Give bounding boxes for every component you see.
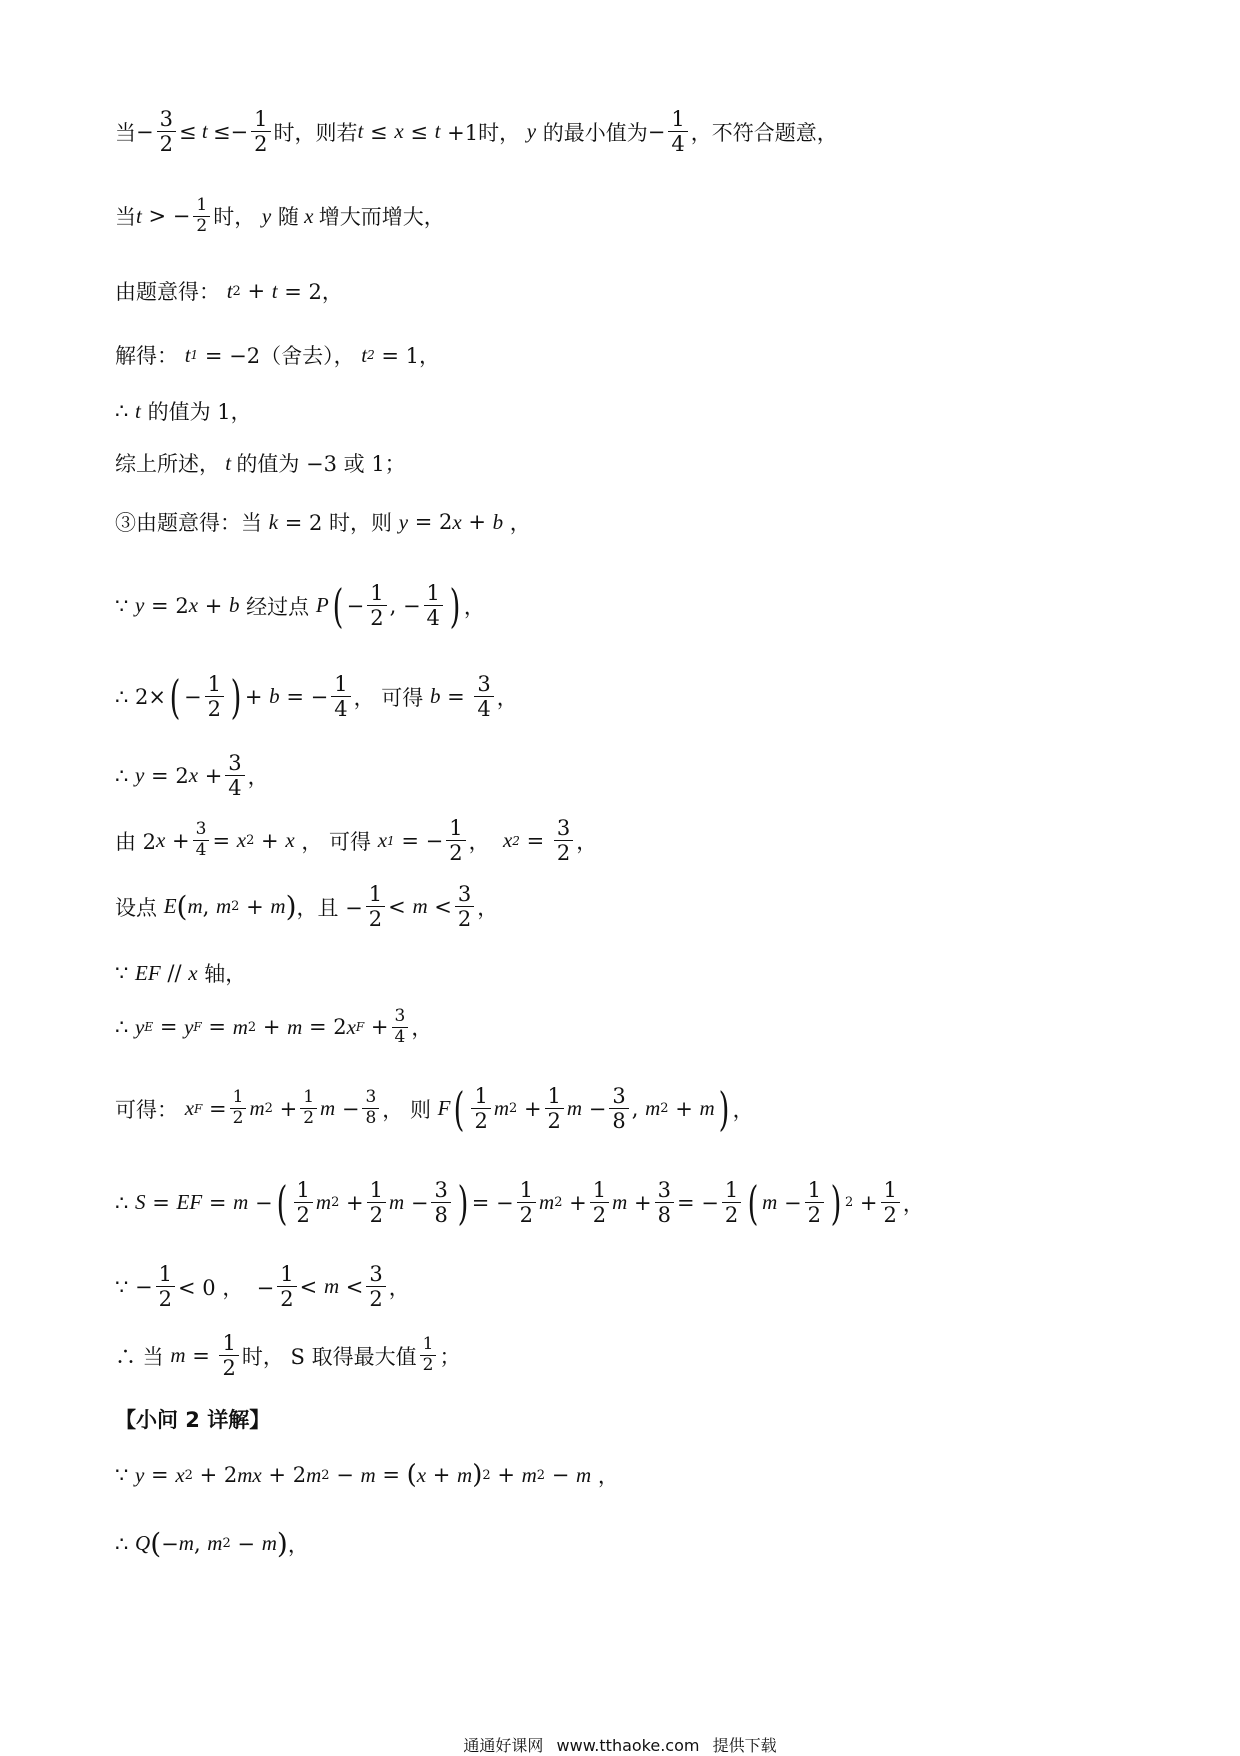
solution-line: 综上所述， t 的值为 −3 或 1；: [115, 450, 406, 476]
page-footer: [0, 1733, 1240, 1756]
solution-line: 解得： t 1 = −2（舍去）， t 2 = 1，: [115, 342, 441, 368]
footer-url[interactable]: www.tthaoke.com: [556, 1736, 700, 1755]
solution-line: 当 t > − $\frac{1}{2}$ 时， y 随 x 增大而增大，: [115, 195, 445, 236]
solution-line: 设点 E ( m , m 2 + m ) ，且 − $\frac{1}{2}$ < m < $\frac{3}{2}$ ，: [115, 882, 499, 932]
section-header: 【小问 2 详解】: [115, 1408, 271, 1432]
solution-line: 当 − $\frac{3}{2}$ ≤ t ≤ − $\frac{1}{2}$ 时，则若 t ≤ x ≤ t +1时， y 的最小值为 − $\frac{1}{4}$ ，不符合题意，: [115, 107, 838, 157]
solution-line: 由 2 x + $\frac{3}{4}$ = x 2 + x ， 可得 x 1 = − $\frac{1}{2}$ ， x 2 = $\frac{3}{2}$ ，: [115, 816, 598, 866]
solution-line: ③由题意得：当 k = 2 时，则 y = 2 x + b ，: [115, 509, 531, 535]
solution-line: ∴ y = 2 x + $\frac{3}{4}$ ，: [115, 751, 269, 801]
solution-line: ∵ y = x 2 + 2 mx + 2 m 2 − m = ( x + m ) 2 + m 2 − m ，: [115, 1460, 619, 1490]
solution-line: ∴ 当 m = $\frac{1}{2}$ 时， S 取得最大值 $\frac{1}{2}$ ；: [115, 1331, 461, 1381]
solution-line: ∴ 2× ( − $\frac{1}{2}$ ) + b = − $\frac{1}{4}$ ， 可得 b = $\frac{3}{4}$ ，: [115, 669, 518, 724]
solution-line: ∴ S = EF = m − ( $\frac{1}{2}$ m 2 + $\frac{1}{2}$ m − $\frac{3}{8}$ ) = − $\frac{1}{2}$ m 2 + $\frac{1}{2}$ m + $\frac{3}{8}$ = − $\frac{1}{2}$ ( m − $\frac{1}{2}$ ) 2 + $\frac{1}{2}$ ，: [115, 1175, 924, 1230]
solution-line: 由题意得： t 2 + t = 2，: [115, 278, 343, 304]
solution-line: ∴ Q ( − m , m 2 − m ) ，: [115, 1527, 309, 1560]
footer-site-name: 通通好课网: [463, 1736, 544, 1755]
solution-line: 可得： x F = $\frac{1}{2}$ m 2 + $\frac{1}{2}$ m − $\frac{3}{8}$ ， 则 F ( $\frac{1}{2}$ m 2 + $\frac{1}{2}$ m − $\frac{3}{8}$ , m 2 + m ) ，: [115, 1081, 754, 1136]
solution-line: ∴ y E = y F = m 2 + m = 2 x F + $\frac{3}{4}$ ，: [115, 1006, 433, 1047]
footer-suffix: 提供下载: [712, 1736, 777, 1755]
solution-line: ∵ − $\frac{1}{2}$ < 0 ， − $\frac{1}{2}$ < m < $\frac{3}{2}$ ，: [115, 1262, 410, 1312]
solution-line: ∵ EF // x 轴，: [115, 960, 247, 986]
solution-line: ∴ t 的值为 1，: [115, 398, 252, 424]
solution-line: ∵ y = 2 x + b 经过点 P ( − $\frac{1}{2}$ , − $\frac{1}{4}$ ) ，: [115, 578, 485, 633]
